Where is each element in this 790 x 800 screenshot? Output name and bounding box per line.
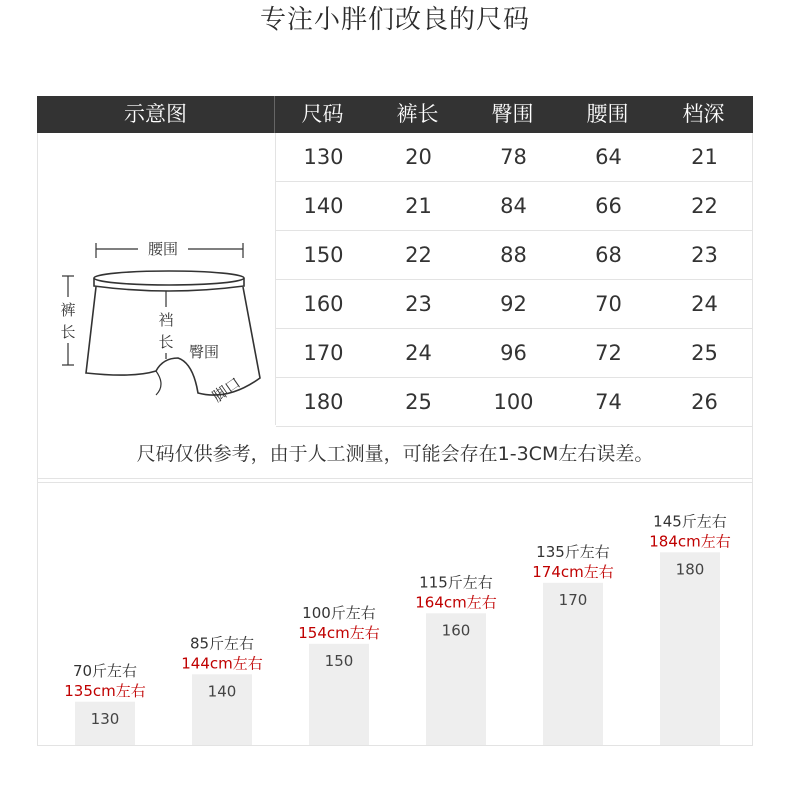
cell-hip: 92: [500, 292, 527, 316]
table-body: [37, 133, 753, 427]
bar-size-label: 160: [441, 621, 471, 640]
cell-waist: 68: [595, 243, 622, 267]
bar-height-label: 135cm左右: [64, 681, 146, 700]
bar-weight-label: 145斤左右: [653, 512, 727, 531]
table-row: [276, 133, 753, 182]
cell-rise: 24: [691, 292, 718, 316]
table-row: [276, 280, 753, 329]
bar-weight-label: 135斤左右: [536, 542, 610, 561]
bar-size-label: 170: [558, 590, 588, 609]
cell-hip: 88: [500, 243, 527, 267]
hip-label: 臀围: [188, 343, 220, 361]
bar-height-label: 154cm左右: [298, 623, 380, 642]
size-table: [37, 96, 753, 483]
chart-svg: [38, 479, 752, 745]
table-row: [276, 378, 753, 427]
table-row: [276, 329, 753, 378]
cell-size: 170: [303, 341, 344, 365]
waist-label: 腰围: [147, 240, 179, 258]
page-title: 专注小胖们改良的尺码: [259, 5, 530, 35]
header-size: 尺码: [301, 102, 344, 126]
rise-label-bottom: 长: [158, 333, 174, 351]
cell-waist: 74: [595, 390, 622, 414]
cell-size: 130: [303, 145, 344, 169]
length-label-top: 裤: [60, 301, 76, 319]
shorts-diagram: [38, 133, 276, 425]
cell-length: 24: [405, 341, 432, 365]
cell-length: 21: [405, 194, 432, 218]
cell-length: 23: [405, 292, 432, 316]
bar-height-label: 184cm左右: [649, 532, 731, 551]
cell-waist: 64: [595, 145, 622, 169]
bar-weight-label: 85斤左右: [189, 634, 255, 653]
bar-size-label: 140: [207, 682, 237, 701]
bar-weight-label: 115斤左右: [419, 573, 493, 592]
cell-length: 25: [405, 390, 432, 414]
cell-rise: 25: [691, 341, 718, 365]
cell-hip: 96: [500, 341, 527, 365]
bar-weight-label: 70斤左右: [72, 661, 138, 680]
cell-waist: 66: [595, 194, 622, 218]
table-row: [276, 182, 753, 231]
bar-height-label: 164cm左右: [415, 593, 497, 612]
chart-bar: [660, 552, 720, 745]
header-waist: 腰围: [586, 102, 629, 126]
cell-length: 22: [405, 243, 432, 267]
leg-opening-label: 脚口: [209, 373, 245, 406]
bar-size-label: 130: [90, 709, 120, 728]
length-label-bottom: 长: [60, 323, 76, 341]
cell-waist: 72: [595, 341, 622, 365]
bar-height-label: 174cm左右: [532, 562, 614, 581]
rise-label-top: 裆: [158, 311, 174, 329]
size-rows: [276, 133, 753, 427]
cell-hip: 84: [500, 194, 527, 218]
cell-rise: 21: [691, 145, 718, 169]
cell-size: 160: [303, 292, 344, 316]
header-diagram: 示意图: [37, 96, 275, 133]
size-height-chart: [37, 478, 753, 746]
shorts-diagram-drawing: [38, 133, 275, 425]
bar-weight-label: 100斤左右: [302, 603, 376, 622]
cell-rise: 26: [691, 390, 718, 414]
measurement-note: 尺码仅供参考，由于人工测量，可能会存在1-3CM左右误差。: [37, 427, 753, 483]
table-header: [37, 96, 753, 133]
header-length: 裤长: [396, 102, 439, 126]
cell-hip: 100: [493, 390, 534, 414]
cell-rise: 23: [691, 243, 718, 267]
cell-waist: 70: [595, 292, 622, 316]
cell-size: 180: [303, 390, 344, 414]
bar-height-label: 144cm左右: [181, 654, 263, 673]
cell-size: 150: [303, 243, 344, 267]
bar-size-label: 150: [324, 651, 354, 670]
cell-size: 140: [303, 194, 344, 218]
header-hip: 臀围: [491, 102, 534, 126]
header-rise: 档深: [682, 102, 725, 126]
cell-rise: 22: [691, 194, 718, 218]
cell-hip: 78: [500, 145, 527, 169]
bar-size-label: 180: [675, 560, 705, 579]
cell-length: 20: [405, 145, 432, 169]
table-row: [276, 231, 753, 280]
